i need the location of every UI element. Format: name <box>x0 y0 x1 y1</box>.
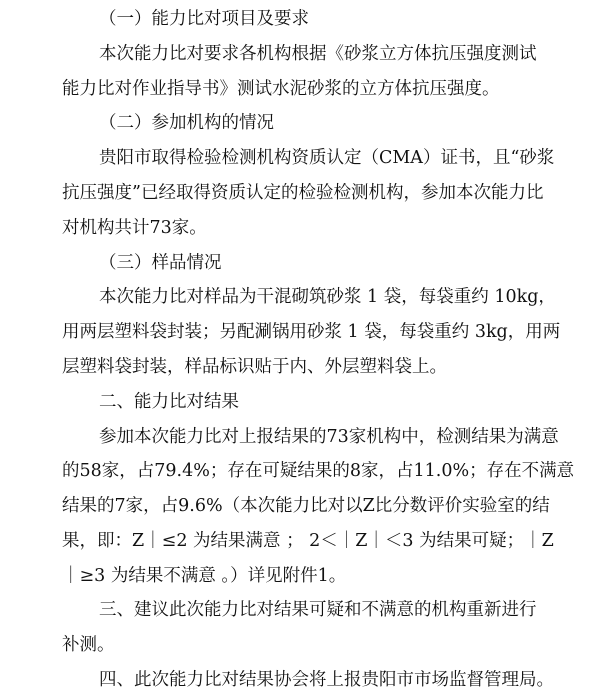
section-2-line-2: 抗压强度”已经取得资质认定的检验检测机构，参加本次能力比 <box>62 182 544 203</box>
section-2-line-1: 贵阳市取得检验检测机构资质认定（CMA）证书，且“砂浆 <box>99 148 555 169</box>
results-line-5: ｜≥3 为结果不满意 。）详见附件1。 <box>62 565 347 586</box>
section-2-line-3: 对机构共计73家。 <box>62 217 207 238</box>
section-1-line-1: 本次能力比对要求各机构根据《砂浆立方体抗压强度测试 <box>99 43 537 64</box>
section-1-line-2: 能力比对作业指导书》测试水泥砂浆的立方体抗压强度。 <box>62 78 500 99</box>
section-3-line-1: 本次能力比对样品为干混砌筑砂浆 1 袋，每袋重约 10kg， <box>99 287 556 308</box>
suggest-line-2: 补测。 <box>62 635 115 656</box>
results-line-4: 果，即：Z｜≤2 为结果满意 ； 2＜｜Z｜＜3 为结果可疑；｜Z <box>62 530 554 551</box>
section-3-line-2: 用两层塑料袋封装；另配涮锅用砂浆 1 袋，每袋重约 3kg，用两 <box>62 322 561 343</box>
suggest-line-1: 三、建议此次能力比对结果可疑和不满意的机构重新进行 <box>99 600 537 621</box>
results-line-1: 参加本次能力比对上报结果的73家机构中，检测结果为满意 <box>99 426 559 447</box>
results-heading: 二、能力比对结果 <box>99 391 239 412</box>
section-3-line-3: 层塑料袋封装，样品标识贴于内、外层塑料袋上。 <box>62 356 447 377</box>
section-3-heading: （三）样品情况 <box>99 252 222 273</box>
report-line-1: 四、此次能力比对结果协会将上报贵阳市市场监督管理局。 <box>99 670 554 690</box>
section-1-heading: （一）能力比对项目及要求 <box>99 9 309 29</box>
results-line-2: 的58家，占79.4%；存在可疑结果的8家，占11.0%；存在不满意 <box>62 461 575 482</box>
results-line-3: 结果的7家，占9.6%（本次能力比对以Z比分数评价实验室的结 <box>62 496 550 517</box>
section-2-heading: （二）参加机构的情况 <box>99 113 274 134</box>
